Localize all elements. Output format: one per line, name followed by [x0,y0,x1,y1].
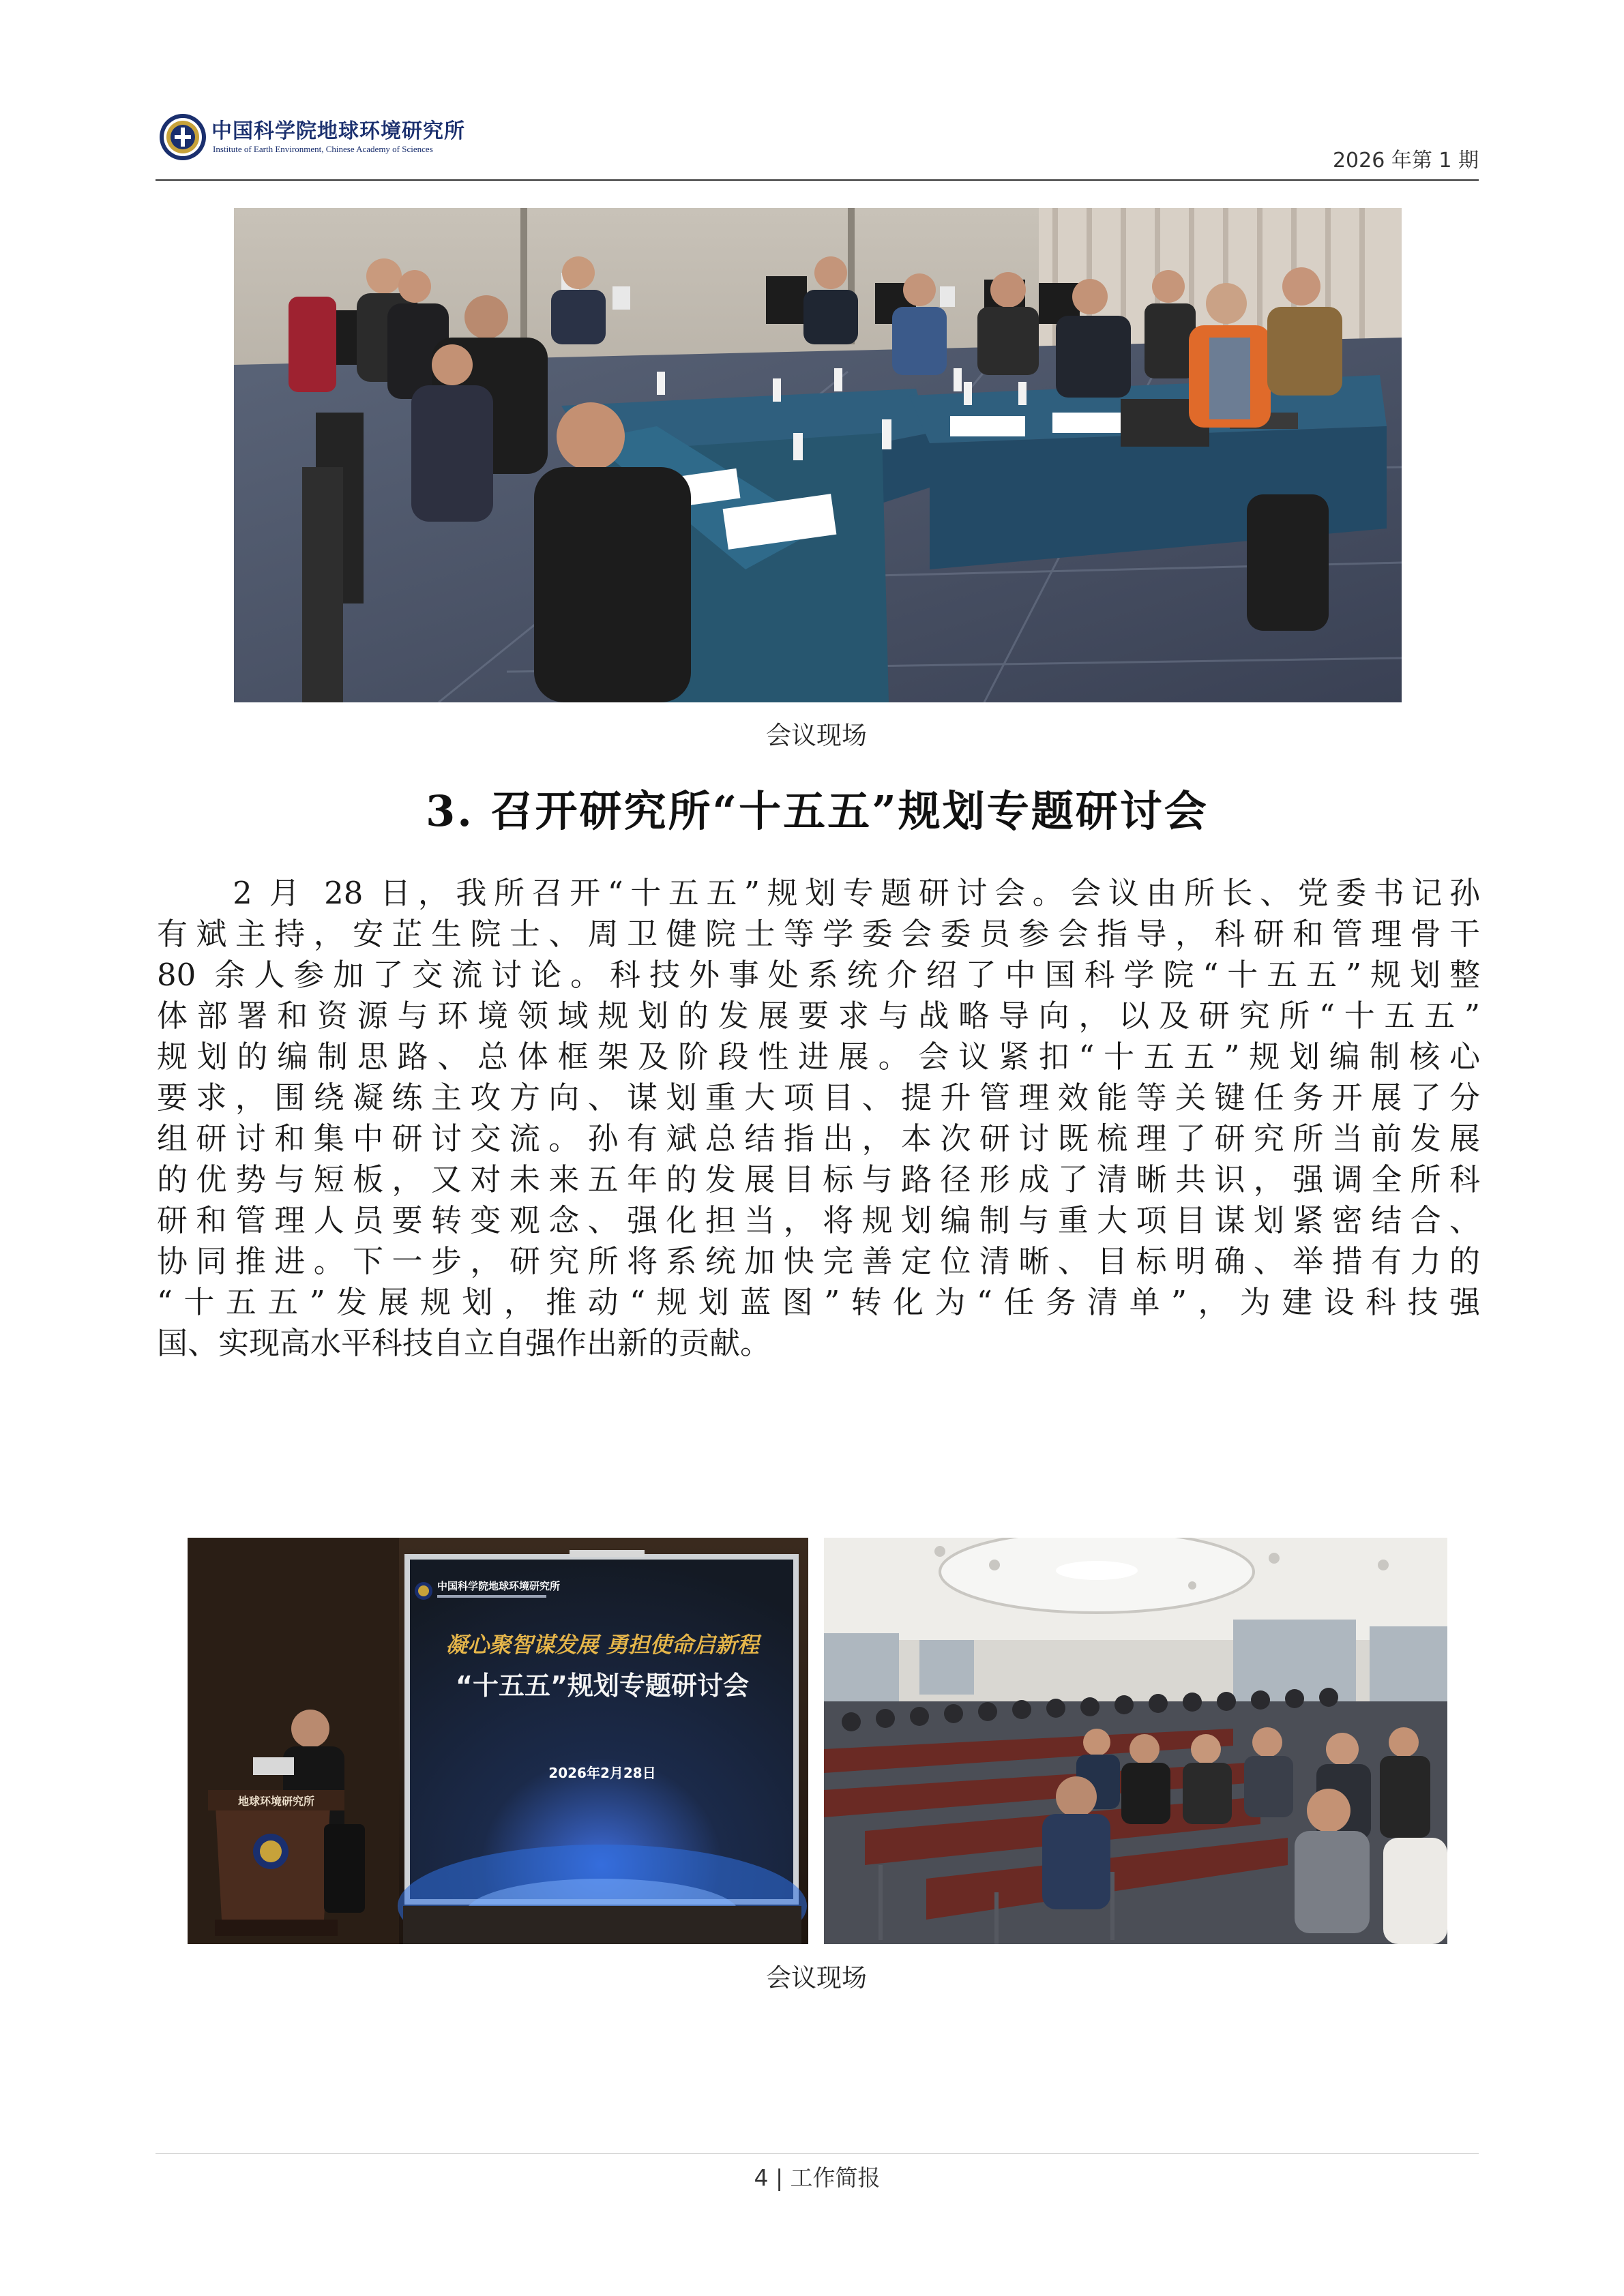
paragraph-line: 的优势与短板，又对未来五年的发展目标与路径形成了清晰共识，强调全所科 [157,1161,1480,1197]
page-header [156,102,1479,181]
audience-photo [824,1538,1447,1944]
paragraph-line: 协同推进。下一步，研究所将系统加快完善定位清晰、目标明确、举措有力的 [157,1243,1480,1279]
screen-logo-text: 中国科学院地球环境研究所 [437,1580,561,1592]
paragraph-line: 80 余人参加了交流讨论。科技外事处系统介绍了中国科学院“十五五”规划整 [157,957,1480,993]
logo-english-name: Institute of Earth Environment, Chinese Academy of Sciences [213,144,433,154]
screen-date: 2026年2月28日 [548,1765,656,1781]
paragraph-line: 2 月 28 日，我所召开“十五五”规划专题研讨会。会议由所长、党委书记孙 [157,875,1480,911]
header-rule [156,179,1479,181]
paragraph-line: “十五五”发展规划，推动“规划蓝图”转化为“任务清单”，为建设科技强 [157,1284,1480,1320]
footer-rule [156,2153,1479,2154]
paragraph-line: 要求，围绕凝练主攻方向、谋划重大项目、提升管理效能等关键任务开展了分 [157,1079,1480,1116]
screen-title: “十五五”规划专题研讨会 [456,1671,749,1701]
logo-chinese-name: 中国科学院地球环境研究所 [211,119,465,143]
article-paragraph [157,873,1480,1364]
meeting-room-photo [234,208,1402,702]
podium-sign: 地球环境研究所 [237,1795,315,1808]
section-title: 3. 召开研究所“十五五”规划专题研讨会 [426,786,1209,836]
paragraph-line: 有斌主持，安芷生院士、周卫健院士等学委会委员参会指导，科研和管理骨干 [157,916,1480,952]
issue-number: 2026 年第 1 期 [1332,149,1479,173]
cas-emblem-icon [158,113,207,162]
institute-logo [156,113,510,174]
paragraph-line: 体部署和资源与环境领域规划的发展要求与战略导向，以及研究所“十五五” [157,998,1480,1034]
top-photo-caption: 会议现场 [766,721,867,750]
page-footer: 4 | 工作简报 [754,2164,881,2191]
screen-slogan: 凝心聚智谋发展 勇担使命启新程 [445,1632,759,1658]
speaker-screen-photo [188,1538,808,1944]
paragraph-line: 研和管理人员要转变观念、强化担当，将规划编制与重大项目谋划紧密结合、 [157,1202,1480,1238]
paragraph-line: 国、实现高水平科技自立自强作出新的贡献。 [157,1325,771,1361]
paragraph-line: 规划的编制思路、总体框架及阶段性进展。会议紧扣“十五五”规划编制核心 [157,1039,1480,1075]
bottom-photo-caption: 会议现场 [766,1963,867,1993]
paragraph-line: 组研讨和集中研讨交流。孙有斌总结指出，本次研讨既梳理了研究所当前发展 [157,1120,1480,1157]
